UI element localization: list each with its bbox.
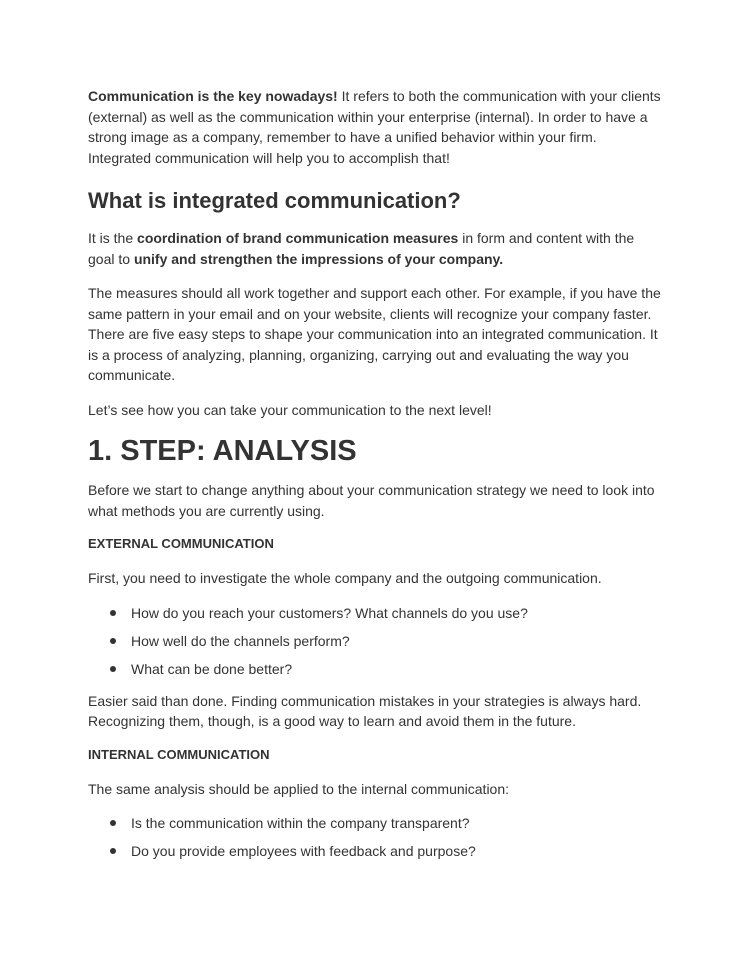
next-level-paragraph: Let’s see how you can take your communication to the next level! — [88, 401, 492, 418]
internal-questions-list — [88, 813, 663, 861]
intro-bold-text: Communication is the key nowadays! — [88, 88, 338, 104]
definition-bold-2: unify and strengthen the impressions of your company. — [133, 250, 504, 267]
intro-paragraph — [88, 86, 663, 168]
bullet-icon — [110, 820, 116, 826]
external-intro-paragraph: First, you need to investigate the whole company and the outgoing communication. — [88, 570, 602, 586]
bullet-icon — [110, 848, 116, 854]
bullet-icon — [110, 638, 116, 644]
list-item: How well do the channels perform? — [88, 631, 663, 651]
internal-communication-title: INTERNAL COMMUNICATION — [88, 746, 270, 762]
bullet-icon — [110, 610, 116, 616]
external-communication-title: EXTERNAL COMMUNICATION — [88, 536, 274, 551]
measures-paragraph: The measures should all work together and support each other. For example, if you have the same pattern in your email and on your website, clients will recognize your company faster. There are five easy steps to shape your communication into an integrated communication. It is a process of analyzing, planning, organizing, carrying out and evaluating the way you communicate. — [88, 285, 661, 383]
analysis-intro-paragraph: Before we start to change anything about your communication strategy we need to look into what methods you are currently using. — [88, 482, 655, 519]
list-item: Is the communication within the company transparent? — [88, 813, 663, 833]
document-page — [88, 86, 663, 873]
definition-text-2: in form and content with the goal to — [88, 230, 635, 267]
internal-intro-paragraph: The same analysis should be applied to the internal communication: — [88, 780, 510, 797]
intro-text: It refers to both the communication with your clients (external) as well as the communication within your enterprise (internal). In order to have a strong image as a company, remember to have a unified behavior within your firm. Integrated communication will help you to accomplish that! — [88, 88, 661, 166]
step-heading-analysis: 1. STEP: ANALYSIS — [88, 435, 357, 467]
list-item: What can be done better? — [88, 659, 663, 679]
list-item: How do you reach your customers? What channels do you use? — [88, 603, 663, 623]
external-outro-paragraph: Easier said than done. Finding communication mistakes in your strategies is always hard. Recognizing them, though, is a good way to learn and avoid them in the future. — [88, 692, 642, 729]
definition-bold-1: coordination of brand communication measures — [137, 230, 459, 246]
section-heading-integrated-communication: What is integrated communication? — [88, 188, 461, 213]
bullet-icon — [110, 666, 116, 672]
list-item: Do you provide employees with feedback and purpose? — [88, 841, 663, 861]
external-questions-list — [88, 603, 663, 679]
definition-text-1: It is the — [88, 230, 138, 246]
definition-paragraph — [88, 228, 663, 269]
